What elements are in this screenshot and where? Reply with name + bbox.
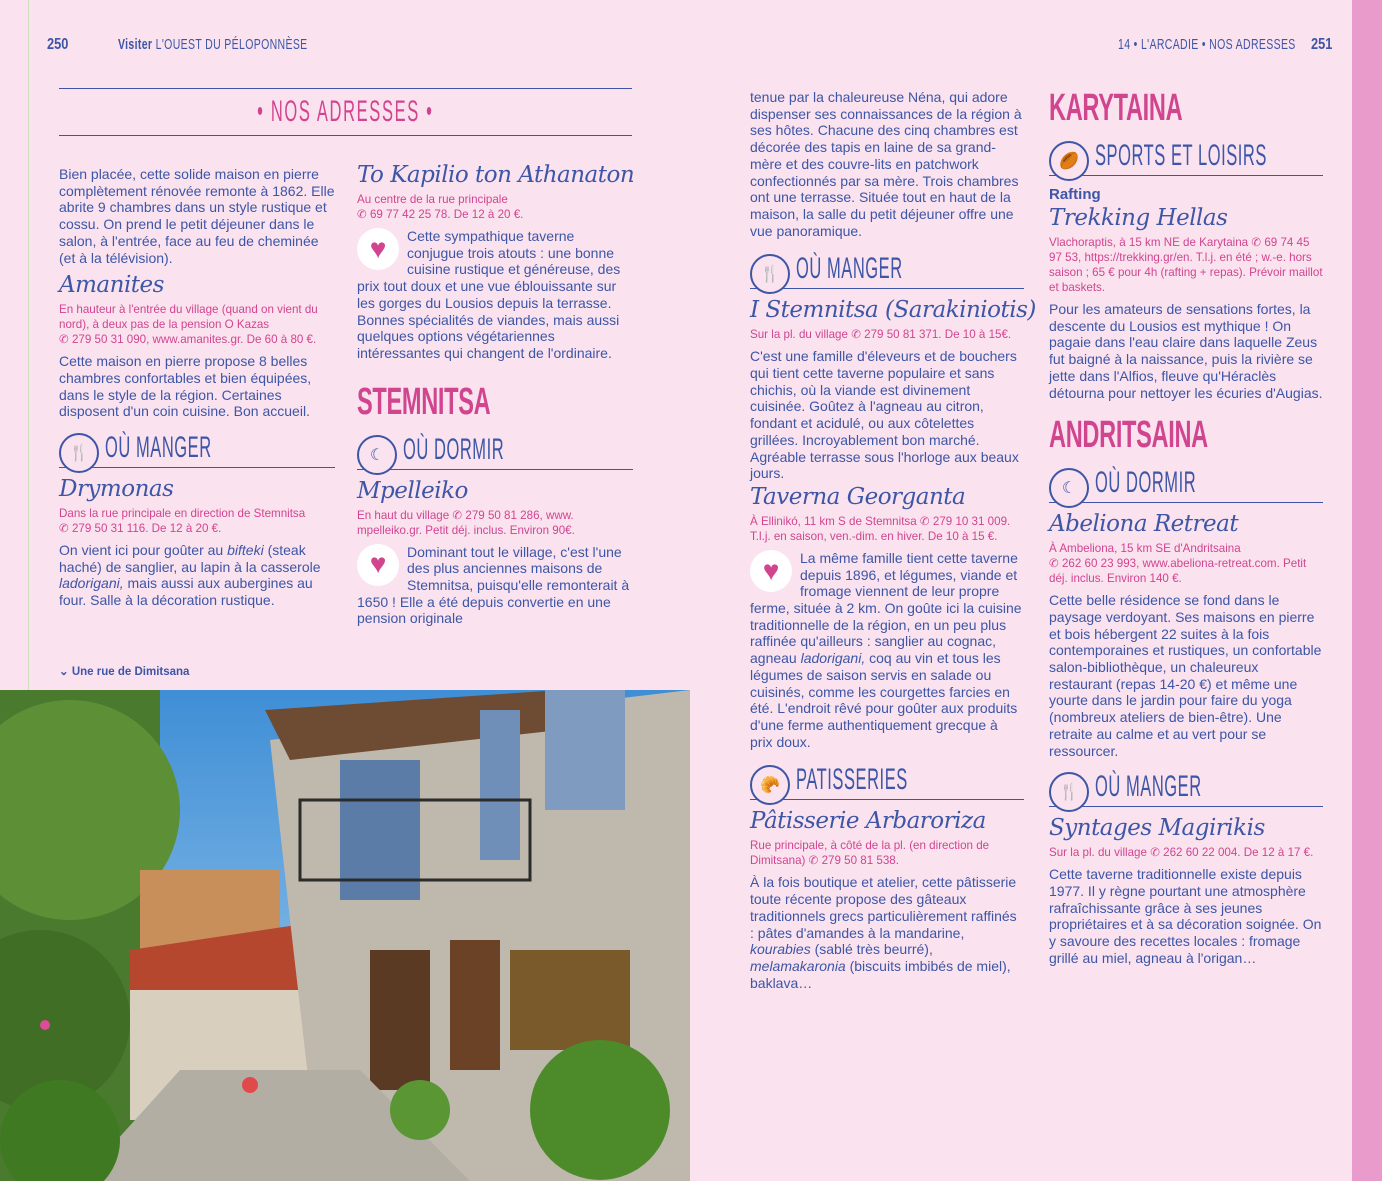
listing-text: À la fois boutique et atelier, cette pâtisserie toute récente propose des gâteaux traditionnels grecs particulièrement raffinés : pâtes d'amandes à la mandarine, kourabies (sablé très beurré), melamakaronia (biscuits imbibés de miel), baklava…: [750, 874, 1017, 991]
running-head-right: 14 • L'ARCADIE • NOS ADRESSES: [1118, 36, 1296, 53]
listing-name: Taverna Georganta: [750, 483, 966, 510]
listing-text: Cette belle résidence se fond dans le paysage verdoyant. Ses maisons en pierre et bois hébergent 22 suites à la fois contemporaines et rustiques, un confortable salon-bibliothèque, un chaleureux restaurant (repas 14-20 €) et même une yourte dans le jardin pour faire du yoga (nombreux ateliers de bien-être). Une retraite au calme et au vert pour se ressourcer.: [1049, 592, 1322, 759]
column-2: [357, 160, 633, 627]
section-heading-sleep: ☾ OÙ DORMIR: [1049, 459, 1323, 503]
section-heading-sleep: ☾ OÙ DORMIR: [357, 426, 633, 470]
subheading-rafting: Rafting: [1049, 186, 1101, 203]
listing-name: I Stemnitsa (Sarakiniotis): [750, 297, 1036, 324]
fork-knife-icon: 🍴: [59, 433, 99, 473]
listing-text: Cette taverne traditionnelle existe depuis 1977. Il y règne pourtant une atmosphère rafraîchissante grâce à ses jeunes propriétaires et à sa décoration soignée. On y savoure des recettes locales : fromage grillé au miel, agneau à l'origan…: [1049, 866, 1322, 966]
chevron-down-icon: ⌄: [59, 666, 69, 678]
town-heading: KARYTAINA: [1049, 87, 1183, 129]
heart-icon: ♥: [357, 544, 399, 586]
listing-text: ♥ Dominant tout le village, c'est l'une des plus anciennes maisons de Stemnitsa, puisqu'elle remonterait à 1650 ! Elle a été depuis convertie en une pension originale: [357, 543, 630, 627]
listing-info: En hauteur à l'entrée du village (quand on vient du nord), à deux pas de la pension O Kazas ✆ 279 50 31 090, www.amanites.gr. De 60 à 80 €.: [59, 303, 318, 347]
listing-name: Abeliona Retreat: [1049, 511, 1239, 538]
phone-icon: ✆: [1049, 557, 1059, 571]
section-banner: • NOS ADRESSES •: [59, 88, 632, 136]
intro-text: Bien placée, cette solide maison en pierre complètement rénovée remonte à 1862. Elle abrite 9 chambres dans un style rustique et cossu. On prend le petit déjeuner dans le salon, à l'entrée, face au feu de cheminée (et à la télévision).: [59, 166, 335, 266]
town-heading: STEMNITSA: [357, 380, 491, 423]
listing-name: Syntages Magirikis: [1049, 815, 1265, 842]
heart-icon: ♥: [357, 228, 399, 270]
listing-name: Mpelleiko: [357, 477, 468, 504]
section-heading-eat: 🍴 OÙ MANGER: [1049, 763, 1323, 807]
listing-name: To Kapilio ton Athanaton: [357, 162, 635, 188]
section-heading-sports: 🏉 SPORTS ET LOISIRS: [1049, 132, 1323, 176]
running-head-left: Visiter L'OUEST DU PÉLOPONNÈSE: [118, 36, 308, 53]
listing-info: À Ellinikó, 11 km S de Stemnitsa ✆ 279 10 31 009. T.l.j. en saison, ven.-dim. en hiver. De 10 à 15 €.: [750, 514, 1011, 543]
column-3: [750, 89, 1036, 991]
listing-text: C'est une famille d'éleveurs et de bouchers qui tient cette taverne populaire et sans chichis, où la viande est divinement cuisinée. Goûtez à l'agneau au citron, fondant et acidulé, ou aux côtelettes grillées. Incroyablement bon marché. Agréable terrasse sous l'horloge aux beaux jours.: [750, 348, 1019, 482]
photo-dimitsana-street: [0, 690, 690, 1181]
listing-text: Cette maison en pierre propose 8 belles chambres confortables et bien équipées, dans le style de la région. Certaines disposent d'un coin cuisine. Bon accueil.: [59, 353, 312, 420]
listing-info: Sur la pl. du village ✆ 279 50 81 371. De 10 à 15€.: [750, 328, 1012, 342]
column-4: [1049, 88, 1323, 966]
page-gutter-edge: [28, 0, 29, 690]
photo-caption: ⌄ Une rue de Dimitsana: [59, 666, 190, 678]
croissant-icon: 🥐: [750, 765, 790, 805]
listing-name: Pâtisserie Arbaroriza: [750, 808, 986, 835]
listing-info: Dans la rue principale en direction de Stemnitsa ✆ 279 50 31 116. De 12 à 20 €.: [59, 507, 306, 536]
listing-name: Amanites: [59, 272, 164, 299]
listing-info: En haut du village ✆ 279 50 81 286, www. mpelleiko.gr. Petit déj. inclus. Environ 90€.: [357, 508, 575, 537]
listing-info: À Ambeliona, 15 km SE d'Andritsaina ✆ 262 60 23 993, www.abeliona-retreat.com. Petit déj. inclus. Environ 140 €.: [1049, 542, 1307, 586]
chapter-tab-strip: [1352, 0, 1382, 1181]
listing-name: Drymonas: [59, 476, 174, 503]
listing-info: Au centre de la rue principale ✆ 69 77 42 25 78. De 12 à 20 €.: [357, 193, 524, 221]
fork-knife-icon: 🍴: [1049, 772, 1089, 812]
phone-icon: ✆: [1150, 846, 1160, 860]
fork-knife-icon: 🍴: [750, 254, 790, 294]
section-heading-eat: 🍴 OÙ MANGER: [750, 245, 1024, 289]
moon-icon: ☾: [1049, 468, 1089, 508]
listing-text: ♥ La même famille tient cette taverne depuis 1896, et légumes, viande et fromage viennent de leur propre ferme, située à 2 km. On goûte ici la cuisine traditionnelle de la région, en un peu plus raffinée qu'ailleurs : sanglier au cognac, agneau ladorigani, coq au vin et tous les légumes de saison servis en salade ou cuisinés, comme les courgettes farcies en été. L'endroit rêvé pour goûter aux produits d'une ferme authentiquement grecque à prix doux.: [750, 549, 1022, 750]
phone-icon: ✆: [452, 508, 463, 522]
phone-icon: ✆: [1251, 236, 1262, 249]
moon-icon: ☾: [357, 435, 397, 475]
listing-info: Vlachoraptis, à 15 km NE de Karytaina ✆ 69 74 45 97 53, https://trekking.gr/en. T.l.j. en été ; w.-e. hors saison ; 65 € pour 4h (rafting + repas). Prévoir maillot et baskets.: [1049, 236, 1323, 294]
phone-icon: ✆: [59, 333, 69, 347]
listing-name: Trekking Hellas: [1049, 205, 1228, 231]
phone-icon: ✆: [59, 522, 69, 536]
listing-text: Pour les amateurs de sensations fortes, la descente du Lousios est mythique ! On pagaie dans l'eau claire dans laquelle Zeus fut baigné à la naissance, puis la rivière se jette dans l'Alfios, fleuve qu'Héraclès détourna pour nettoyer les écuries d'Augias.: [1049, 301, 1323, 401]
heart-icon: ♥: [750, 550, 792, 592]
section-heading-pastry: 🥐 PATISSERIES: [750, 756, 1024, 800]
listing-text-continued: tenue par la chaleureuse Néna, qui adore dispenser ses connaissances de la région à ses hôtes. Chacune des cinq chambres est décorée des tapis en laine de sa grand-mère et des couvre-lits en patchwork confectionnés par sa mère. Trois chambres ont une terrasse. Située tout en haut de la maison, la salle du petit déjeuner offre une vue panoramique.: [750, 89, 1022, 239]
phone-icon: ✆: [808, 854, 819, 868]
listing-text: On vient ici pour goûter au bifteki (steak haché) de sanglier, au lapin à la casserole ladorigani, mais aussi aux aubergines au four. Salle à la décoration rustique.: [59, 542, 321, 609]
phone-icon: ✆: [919, 514, 930, 528]
phone-icon: ✆: [851, 328, 861, 342]
listing-info: Sur la pl. du village ✆ 262 60 22 004. De 12 à 17 €.: [1049, 846, 1314, 860]
page-number-left: 250: [47, 36, 69, 53]
listing-info: Rue principale, à côté de la pl. (en direction de Dimitsana) ✆ 279 50 81 538.: [750, 839, 990, 868]
listing-text: ♥ Cette sympathique taverne conjugue trois atouts : une bonne cuisine rustique et généreuse, des prix tout doux et une vue éblouissante sur les gorges du Lousios depuis la terrasse. Bonnes spécialités de viandes, mais aussi quelques options végétariennes intéressantes qui changent de l'ordinaire.: [357, 228, 621, 361]
phone-icon: ✆: [357, 208, 367, 221]
rugby-ball-icon: 🏉: [1049, 141, 1089, 181]
town-heading: ANDRITSAINA: [1049, 414, 1208, 457]
column-1: [59, 166, 335, 609]
section-heading-eat: 🍴 OÙ MANGER: [59, 424, 335, 468]
page-number-right: 251: [1311, 36, 1333, 53]
